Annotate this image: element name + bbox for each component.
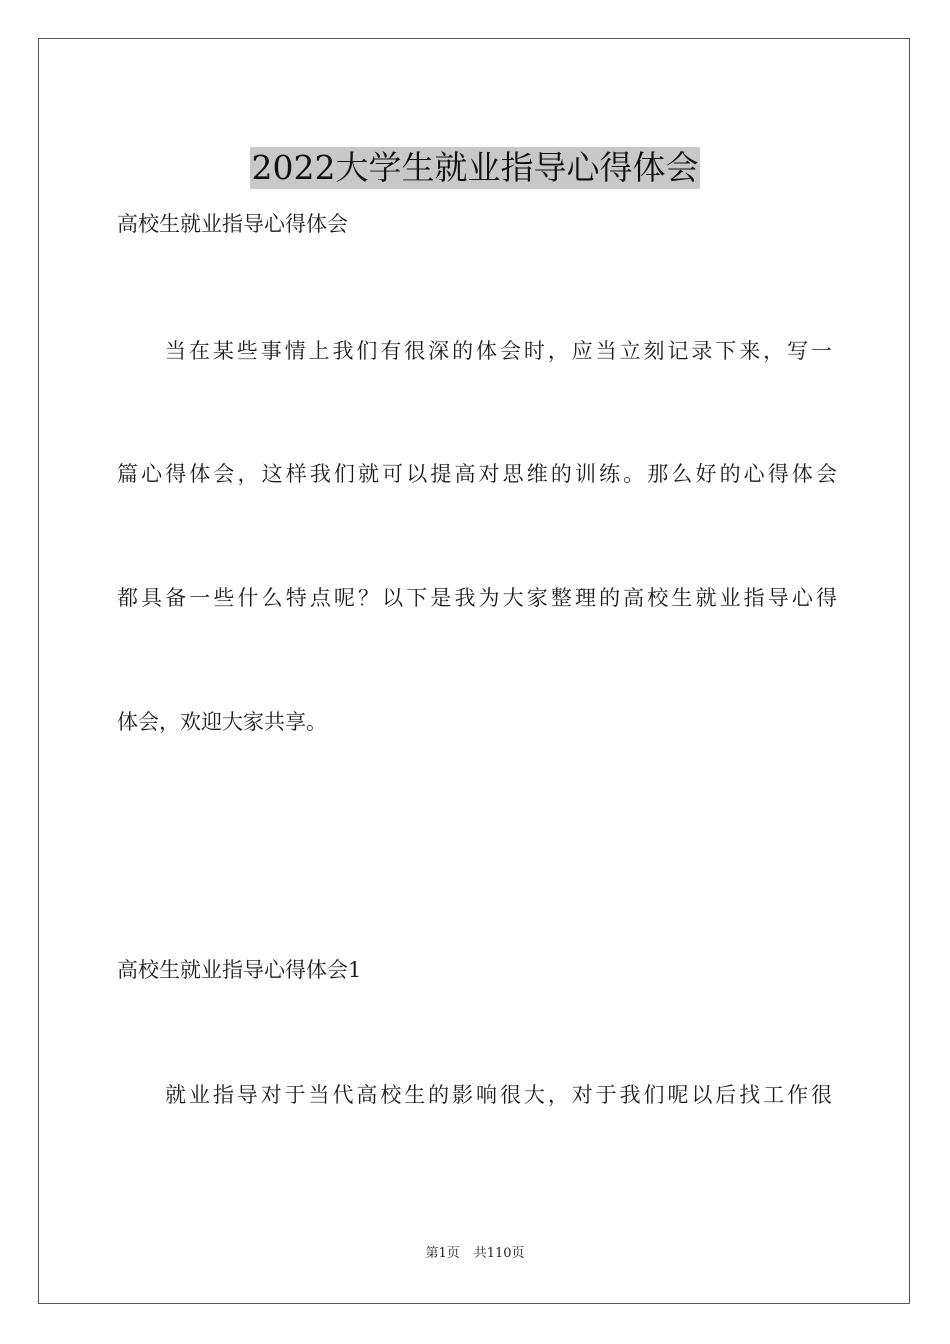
document-title: 2022大学生就业指导心得体会: [251, 148, 699, 188]
page-footer: [0, 1245, 950, 1263]
document-subtitle: 高校生就业指导心得体会: [117, 212, 348, 236]
intro-line-2: 篇心得体会，这样我们就可以提高对思维的训练。那么好的心得体会: [117, 462, 837, 486]
section-line-1: 就业指导对于当代高校生的影响很大，对于我们呢以后找工作很: [165, 1083, 832, 1107]
intro-line-4: 体会，欢迎大家共享。: [117, 710, 327, 734]
intro-line-1: 当在某些事情上我们有很深的体会时，应当立刻记录下来，写一: [165, 339, 832, 363]
intro-line-3: 都具备一些什么特点呢？以下是我为大家整理的高校生就业指导心得: [117, 586, 837, 610]
page-number: 第1页: [425, 1246, 460, 1261]
title-container: [0, 125, 950, 211]
section-heading: 高校生就业指导心得体会1: [117, 958, 362, 982]
page-total: 共110页: [473, 1246, 525, 1261]
